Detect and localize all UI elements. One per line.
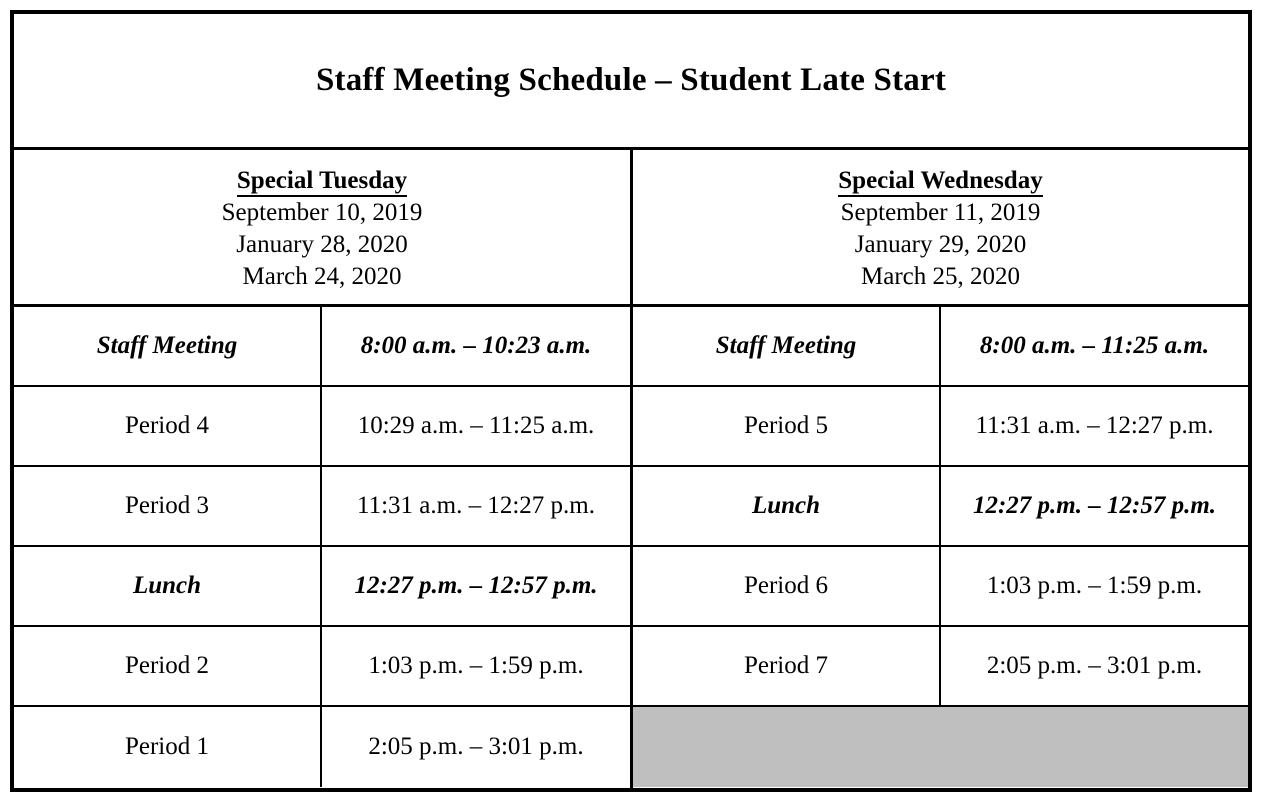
wednesday-date: September 11, 2019 [840, 199, 1041, 226]
wednesday-header [633, 150, 1248, 307]
period-name: Period 7 [633, 627, 941, 705]
title-row [14, 14, 1248, 150]
period-name: Staff Meeting [633, 307, 941, 385]
period-time: 2:05 p.m. – 3:01 p.m. [986, 652, 1203, 679]
schedule-table [10, 10, 1252, 792]
period-time: 1:03 p.m. – 1:59 p.m. [986, 572, 1203, 599]
period-time: 8:00 a.m. – 10:23 a.m. [360, 332, 592, 359]
period-time: 8:00 a.m. – 11:25 a.m. [979, 332, 1210, 359]
wednesday-schedule [633, 307, 1248, 792]
wednesday-heading: Special Wednesday [838, 168, 1042, 197]
period-name: Lunch [14, 547, 322, 625]
period-name: Staff Meeting [14, 307, 322, 385]
table-row [14, 707, 630, 787]
wednesday-date: March 25, 2020 [861, 263, 1020, 290]
table-row [14, 547, 630, 627]
empty-shaded-cell [633, 707, 1248, 787]
period-name: Period 6 [633, 547, 941, 625]
tuesday-date: January 28, 2020 [236, 231, 408, 258]
period-name: Period 2 [14, 627, 322, 705]
period-time: 12:27 p.m. – 12:57 p.m. [354, 572, 598, 599]
tuesday-header [14, 150, 633, 307]
table-row [633, 387, 1248, 467]
tuesday-schedule [14, 307, 633, 792]
schedule-grid [14, 307, 1248, 792]
table-row [633, 547, 1248, 627]
period-time: 12:27 p.m. – 12:57 p.m. [972, 492, 1217, 519]
tuesday-date: September 10, 2019 [221, 199, 423, 226]
period-time: 11:31 a.m. – 12:27 p.m. [357, 492, 595, 519]
period-time: 10:29 a.m. – 11:25 a.m. [357, 412, 595, 439]
period-time: 2:05 p.m. – 3:01 p.m. [368, 733, 584, 760]
table-row [14, 307, 630, 387]
table-row [633, 307, 1248, 387]
period-name: Lunch [633, 467, 941, 545]
period-name: Period 1 [14, 707, 322, 787]
table-row [633, 467, 1248, 547]
tuesday-heading: Special Tuesday [237, 168, 407, 197]
page-title: Staff Meeting Schedule – Student Late Start [315, 62, 947, 98]
wednesday-date: January 29, 2020 [854, 231, 1027, 258]
period-name: Period 4 [14, 387, 322, 465]
table-row [633, 627, 1248, 707]
tuesday-date: March 24, 2020 [242, 263, 402, 290]
table-row [14, 467, 630, 547]
table-row [14, 387, 630, 467]
period-name: Period 5 [633, 387, 941, 465]
table-row [14, 627, 630, 707]
period-time: 1:03 p.m. – 1:59 p.m. [368, 652, 584, 679]
period-time: 11:31 a.m. – 12:27 p.m. [975, 412, 1214, 439]
period-name: Period 3 [14, 467, 322, 545]
